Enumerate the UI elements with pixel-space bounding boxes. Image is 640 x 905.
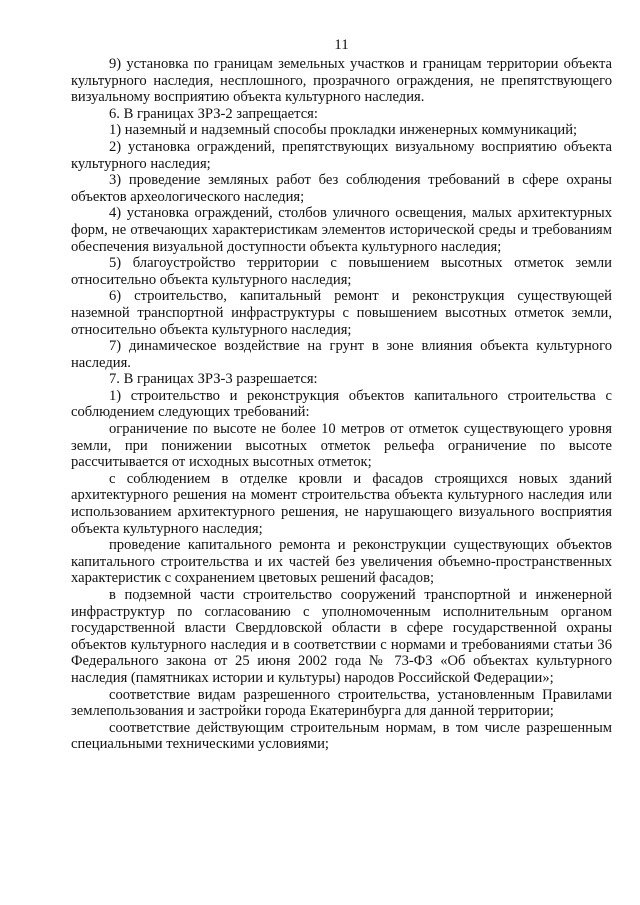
paragraph: соответствие действующим строительным нормам, в том числе разрешенным специальными техническими условиями; [71, 719, 612, 753]
paragraph: 3) проведение земляных работ без соблюдения требований в сфере охраны объектов археологического наследия; [71, 172, 612, 205]
paragraph: 6. В границах ЗРЗ-2 запрещается: [109, 105, 318, 122]
paragraph: 7) динамическое воздействие на грунт в зоне влияния объекта культурного наследия. [71, 338, 612, 371]
paragraph: 7. В границах ЗРЗ-3 разрешается: [109, 371, 318, 388]
paragraph: соответствие видам разрешенного строительства, установленным Правилами землепользования и застройки города Екатеринбурга для данной территории; [71, 686, 612, 720]
paragraph: в подземной части строительство сооружений транспортной и инженерной инфраструктур по согласованию с уполномоченным исполнительным органом государственной власти Свердловской области в сфере государственной охраны объектов культурного наследия и в соответствии с нормами и требованиями статьи 36 Федерального закона от 25 июня 2002 года № 73-ФЗ «Об объектах культурного наследия (памятниках истории и культуры) народов Российской Федерации»; [71, 587, 612, 686]
paragraph: 9) установка по границам земельных участков и границам территории объекта культурного наследия, несплошного, прозрачного ограждения, не препятствующего визуальному восприятию объекта культурного наследия. [71, 56, 612, 106]
paragraph: 6) строительство, капитальный ремонт и реконструкция существующей наземной транспортной инфраструктуры с повышением высотных отметок земли, относительно объекта культурного наследия; [71, 288, 612, 338]
page-number: 11 [334, 37, 349, 53]
paragraph: 5) благоустройство территории с повышением высотных отметок земли относительно объекта культурного наследия; [71, 255, 612, 288]
paragraph: ограничение по высоте не более 10 метров от отметок существующего уровня земли, при понижении высотных отметок рельефа ограничение по высоте рассчитывается от исходных высотных отметок; [71, 421, 612, 471]
paragraph: 1) строительство и реконструкция объектов капитального строительства с соблюдением следующих требований: [71, 387, 612, 421]
paragraph: 1) наземный и надземный способы прокладки инженерных коммуникаций; [109, 122, 578, 139]
paragraph: 4) установка ограждений, столбов уличного освещения, малых архитектурных форм, не отвечающих характеристикам элементов исторической среды и требованиям обеспечения визуальной доступности объекта культурного наследия; [71, 205, 612, 255]
paragraph: с соблюдением в отделке кровли и фасадов строящихся новых зданий архитектурного решения на момент строительства объекта культурного наследия или использованием архитектурного решения, не нарушающего визуального восприятия объекта культурного наследия; [71, 470, 612, 537]
paragraph: проведение капитального ремонта и реконструкции существующих объектов капитального строительства и их частей без увеличения объемно-пространственных характеристик с сохранением цветовых решений фасадов; [71, 537, 612, 587]
paragraph: 2) установка ограждений, препятствующих визуальному восприятию объекта культурного наследия; [71, 138, 612, 172]
